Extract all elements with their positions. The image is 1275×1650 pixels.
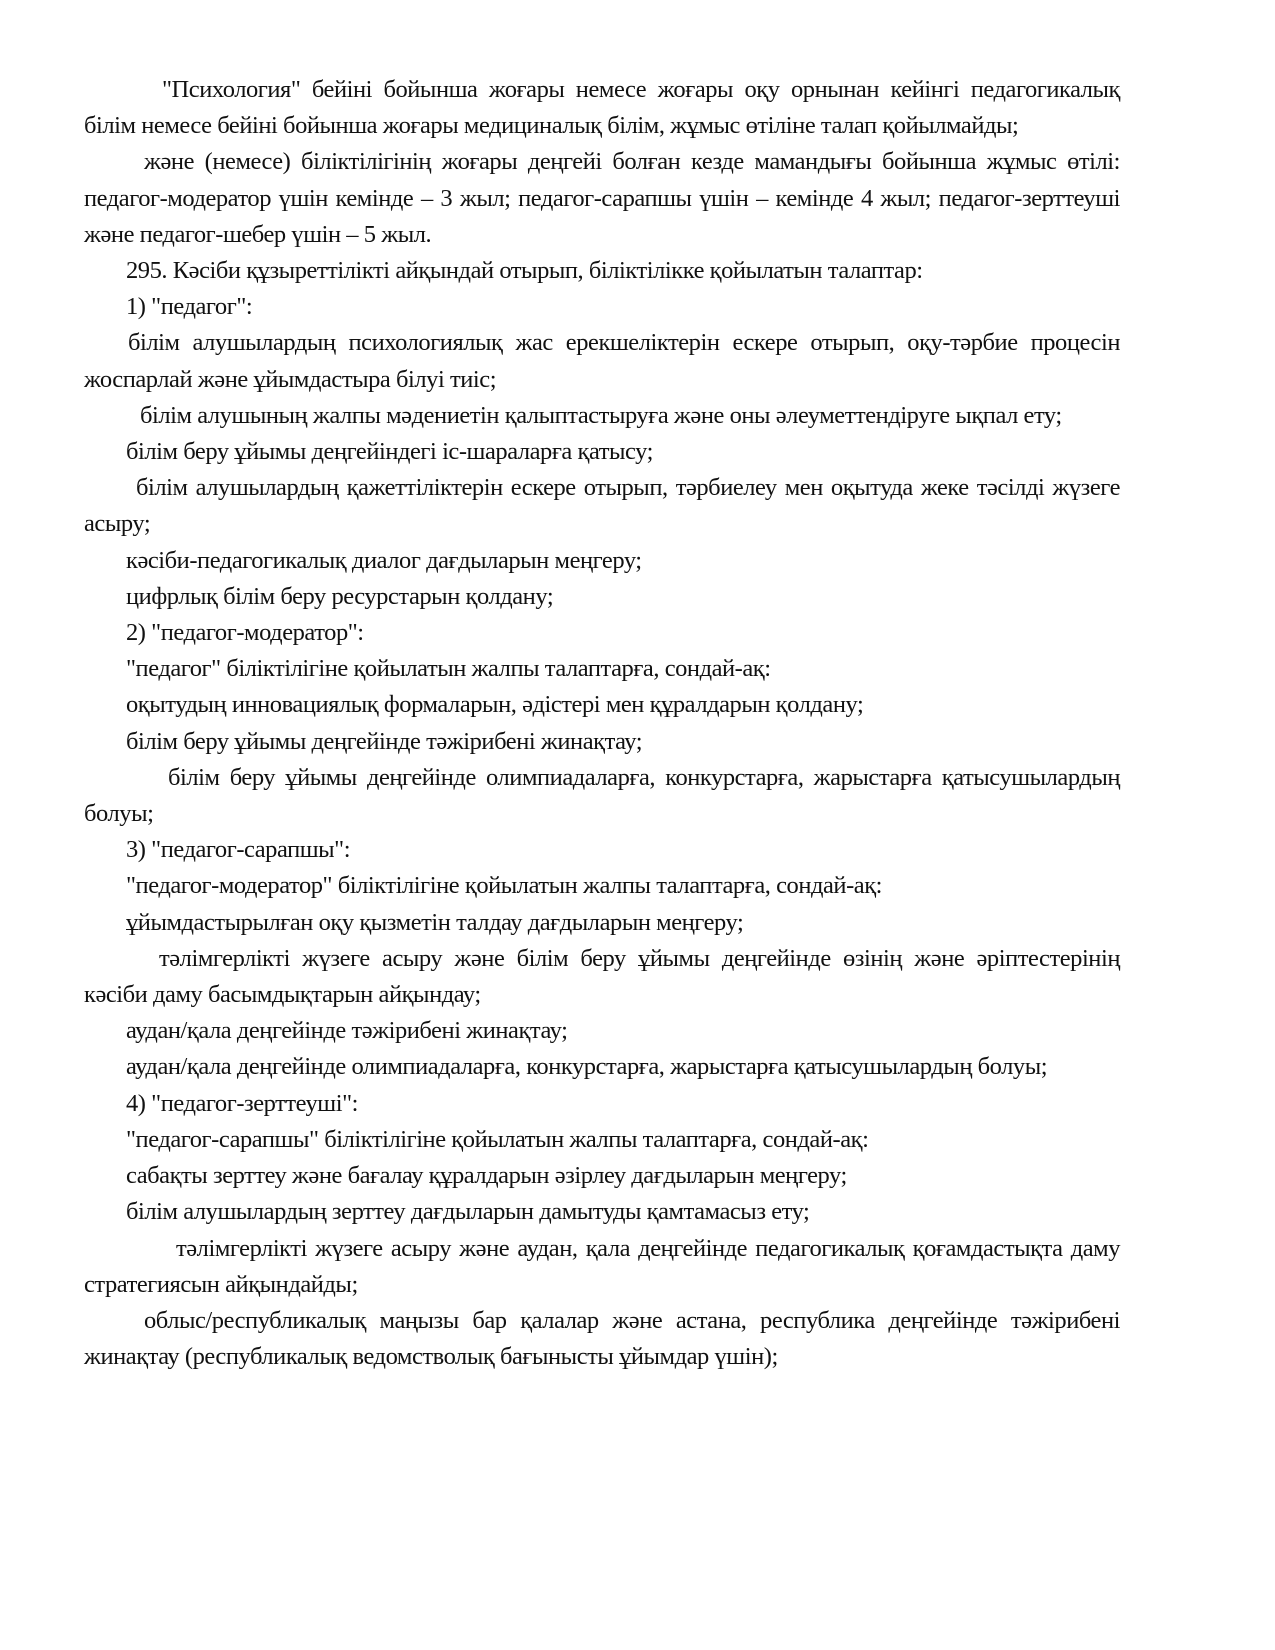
- list-item: цифрлық білім беру ресурстарын қолдану;: [126, 582, 554, 610]
- list-item: білім беру ұйымы деңгейіндегі іс-шараларға қатысу;: [126, 438, 653, 466]
- list-item: білім алушының жалпы мәдениетін қалыптастыруға және оны әлеуметтендіруге ықпал ету;: [140, 401, 1062, 429]
- list-item: тәлімгерлікті жүзеге асыру және білім беру ұйымы деңгейінде өзінің және әріптестерінің кәсіби даму басымдықтарын айқындау;: [84, 944, 1120, 1009]
- heading-pedagog-moderator: 2) "педагог-модератор":: [126, 619, 364, 647]
- paragraph-work-experience: және (немесе) біліктілігінің жоғары деңгейі болған кезде мамандығы бойынша жұмыс өтілі: педагог-модератор үшін кемінде – 3 жыл; педагог-сарапшы үшін – кемінде 4 жыл; педагог-зерттеуші және педагог-шебер үшін – 5 жыл.: [84, 148, 1120, 248]
- paragraph-psychology-education: "Психология" бейіні бойынша жоғары немесе жоғары оқу орнынан кейінгі педагогикалық білім немесе бейіні бойынша жоғары медициналық білім, жұмыс өтіліне талап қойылмайды;: [84, 76, 1120, 140]
- list-item: облыс/республикалық маңызы бар қалалар және астана, республика деңгейінде тәжірибені жинақтау (республикалық ведомстволық бағынысты ұйымдар үшін);: [84, 1306, 1120, 1371]
- list-item: аудан/қала деңгейінде тәжірибені жинақтау;: [126, 1017, 568, 1045]
- list-item: "педагог" біліктілігіне қойылатын жалпы талаптарға, сондай-ақ:: [126, 655, 771, 683]
- list-item: сабақты зерттеу және бағалау құралдарын әзірлеу дағдыларын меңгеру;: [126, 1162, 847, 1190]
- list-item: кәсіби-педагогикалық диалог дағдыларын меңгеру;: [126, 546, 642, 574]
- heading-pedagog-expert: 3) "педагог-сарапшы":: [126, 836, 351, 864]
- list-item: білім алушылардың зерттеу дағдыларын дамытуды қамтамасыз ету;: [126, 1198, 810, 1226]
- list-item: білім беру ұйымы деңгейінде олимпиадаларға, конкурстарға, жарыстарға қатысушылардың болуы;: [84, 763, 1120, 828]
- document-page: [84, 72, 1120, 1375]
- list-item: білім алушылардың қажеттіліктерін ескере отырып, тәрбиелеу мен оқытуда жеке тәсілді жүзеге асыру;: [84, 474, 1120, 538]
- list-item: оқытудың инновациялық формаларын, әдістері мен құралдарын қолдану;: [126, 691, 864, 719]
- list-item: "педагог-сарапшы" біліктілігіне қойылатын жалпы талаптарға, сондай-ақ:: [126, 1125, 869, 1153]
- list-item: білім алушылардың психологиялық жас ерекшеліктерін ескере отырып, оқу-тәрбие процесін жоспарлай және ұйымдастыра білуі тиіс;: [84, 329, 1120, 393]
- list-item: білім беру ұйымы деңгейінде тәжірибені жинақтау;: [126, 727, 643, 755]
- paragraph-item-295: 295. Кәсіби құзыреттілікті айқындай отырып, біліктілікке қойылатын талаптар:: [126, 257, 923, 285]
- list-item: "педагог-модератор" біліктілігіне қойылатын жалпы талаптарға, сондай-ақ:: [126, 872, 883, 900]
- list-item: аудан/қала деңгейінде олимпиадаларға, конкурстарға, жарыстарға қатысушылардың болуы;: [126, 1053, 1048, 1081]
- heading-pedagog: 1) "педагог":: [126, 293, 253, 321]
- list-item: тәлімгерлікті жүзеге асыру және аудан, қала деңгейінде педагогикалық қоғамдастықта даму стратегиясын айқындайды;: [84, 1234, 1120, 1298]
- heading-pedagog-researcher: 4) "педагог-зерттеуші":: [126, 1089, 358, 1117]
- list-item: ұйымдастырылған оқу қызметін талдау дағдыларын меңгеру;: [126, 908, 744, 936]
